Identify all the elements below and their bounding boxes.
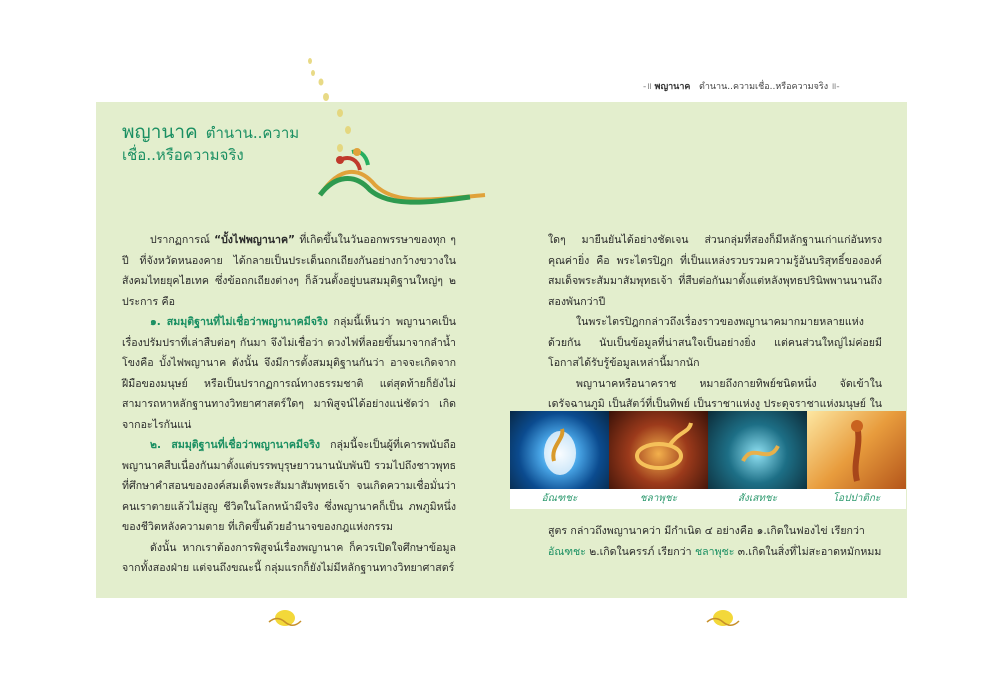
bold-term: “บั้งไฟพญานาค” (214, 234, 296, 246)
running-head-mark-left: -॥ (643, 82, 652, 92)
running-head-subtitle: ตำนาน..ความเชื่อ..หรือความจริง (699, 82, 829, 92)
left-paragraph-2 (122, 312, 456, 435)
moisture-naga-icon (708, 411, 807, 489)
right-paragraph-3: พญานาคหรือนาคราช หมายถึงกายทิพย์ชนิดหนึ่ง จัดเข้าในเดรัจฉานภูมิ เป็นสัตว์ที่เป็นทิพย์ เป็นราชาแห่งงู ประดุจราชาแห่งมนุษย์ ใน (548, 377, 882, 410)
text-span: กลุ่มนี้เห็นว่า พญานาคเป็นเรื่องปรัมปราที่เล่าสืบต่อๆ กันมา จึงไม่เชื่อว่า ดวงไฟที่ลอยขึ้นมาจากลำน้ำโขงคือ บั้งไฟพญานาค ดังนั้น จึงมีการตั้งสมมุติฐานกันว่า อาจจะเกิดจากฝีมือของมนุษย์ หรือเป็นปรากฏการณ์ทางธรรมชาติ แต่สุดท้ายก็ยังไม่สามารถหาหลักฐานทางวิทยาศาสตร์ใดๆ มาพิสูจน์ได้อย่างแน่ชัดว่า เกิดจากอะไรกันแน่ (122, 316, 456, 431)
right-paragraph-2: ในพระไตรปิฎกกล่าวถึงเรื่องราวของพญานาคมากมายหลายแห่ง ด้วยกัน นับเป็นข้อมูลที่น่าสนใจเป็นอย่างยิ่ง แต่คนส่วนใหญ่ไม่ค่อยมีโอกาสได้รับรู้ข้อมูลเหล่านี้มากนัก (548, 316, 882, 369)
left-column (122, 230, 456, 579)
image-jalabuja (609, 411, 708, 489)
spontaneous-naga-icon (807, 411, 906, 489)
text-span: สูตร กล่าวถึงพญานาคว่า มีกำเนิด ๔ อย่างคือ ๑.เกิดในฟองไข่ เรียกว่า (548, 525, 865, 537)
text-span: ๓.เกิดในสิ่งที่ไม่สะอาดหมักหมม (734, 545, 882, 558)
running-head-book: พญานาค (654, 82, 691, 92)
text-span: ที่เกิดขึ้นในวันออกพรรษาของทุก ๆ ปี ที่จังหวัดหนองคาย ได้กลายเป็นประเด็นถกเถียงกันอย่างกว้างขวางในสังคมไทยยุคไฮเทค ซึ่งข้อถกเถียงต่างๆ ก็ล้วนตั้งอยู่บนสมมุติฐานใหญ่ๆ ๒ ประการ คือ (122, 234, 456, 308)
caption-andaja: อัณฑชะ (541, 493, 578, 504)
caption-sansedaja: สังเสทชะ (737, 493, 778, 504)
hypothesis-1-heading: ๑. สมมุติฐานที่ไม่เชื่อว่าพญานาคมีจริง (150, 316, 328, 328)
text-span: ๒.เกิดในครรภ์ เรียกว่า (585, 545, 695, 558)
image-opapatika (807, 411, 906, 489)
egg-naga-icon (510, 411, 609, 489)
left-paragraph-1 (122, 230, 456, 312)
image-captions (510, 489, 906, 509)
left-paragraph-4: ดังนั้น หากเราต้องการพิสูจน์เรื่องพญานาค ก็ควรเปิดใจศึกษาข้อมูลจากทั้งสองฝ่าย แต่จนถึงขณะนี้ กลุ่มแรกก็ยังไม่มีหลักฐานทางวิทยาศาสตร์ (122, 541, 456, 574)
text-span: กลุ่มนี้จะเป็นผู้ที่เคารพนับถือพญานาคสืบเนื่องกันมาตั้งแต่บรรพบุรุษยาวนานนับพันปี รวมไปถึงชาวพุทธที่ศึกษาคำสอนขององค์สมเด็จพระสัมมาสัมพุทธเจ้า จนเกิดความเชื่อมั่นว่า คนเราตายแล้วไม่สูญ ชีวิตในโลกหน้ามีจริง ซึ่งพญานาคก็เป็น ภพภูมิหนึ่งของชีวิตหลังความตาย ที่เกิดขึ้นด้วยอำนาจของกฎแห่งกรรม (122, 439, 457, 533)
page-title (122, 121, 342, 166)
text-span: ปรากฏการณ์ (150, 234, 215, 246)
image-andaja (510, 411, 609, 489)
right-paragraph-1: ใดๆ มายืนยันได้อย่างชัดเจน ส่วนกลุ่มที่สองก็มีหลักฐานเก่าแก่อันทรงคุณค่ายิ่ง คือ พระไตรปิฎก ที่เป็นแหล่งรวบรวมความรู้อันบริสุทธิ์ขององค์สมเด็จพระสัมมาสัมพุทธเจ้า ที่สืบต่อกันมาตั้งแต่หลังพุทธปรินิพพานนานถึงสองพันกว่าปี (548, 234, 882, 308)
caption-jalabuja: ชลาพุชะ (639, 493, 678, 504)
title-line2: เชื่อ..หรือความจริง (122, 146, 244, 164)
term-jalabuja: ชลาพุชะ (694, 545, 735, 558)
term-andaja: อัณฑชะ (548, 545, 586, 558)
title-rest: ตำนาน..ความ (205, 124, 300, 142)
image-sansedaja (708, 411, 807, 489)
naga-birth-images (510, 411, 906, 489)
left-paragraph-3 (122, 435, 456, 538)
page-number-ornament-right (703, 607, 743, 629)
running-head-mark-right: ॥- (830, 82, 840, 92)
caption-opapatika: โอปปาติกะ (832, 493, 881, 504)
right-column (548, 230, 882, 435)
page-number-ornament-left (265, 607, 305, 629)
title-main: พญานาค (122, 121, 198, 143)
running-head (643, 79, 883, 93)
hypothesis-2-heading: ๒. สมมุติฐานที่เชื่อว่าพญานาคมีจริง (150, 439, 321, 451)
womb-naga-icon (609, 411, 708, 489)
right-paragraph-4 (548, 521, 882, 562)
